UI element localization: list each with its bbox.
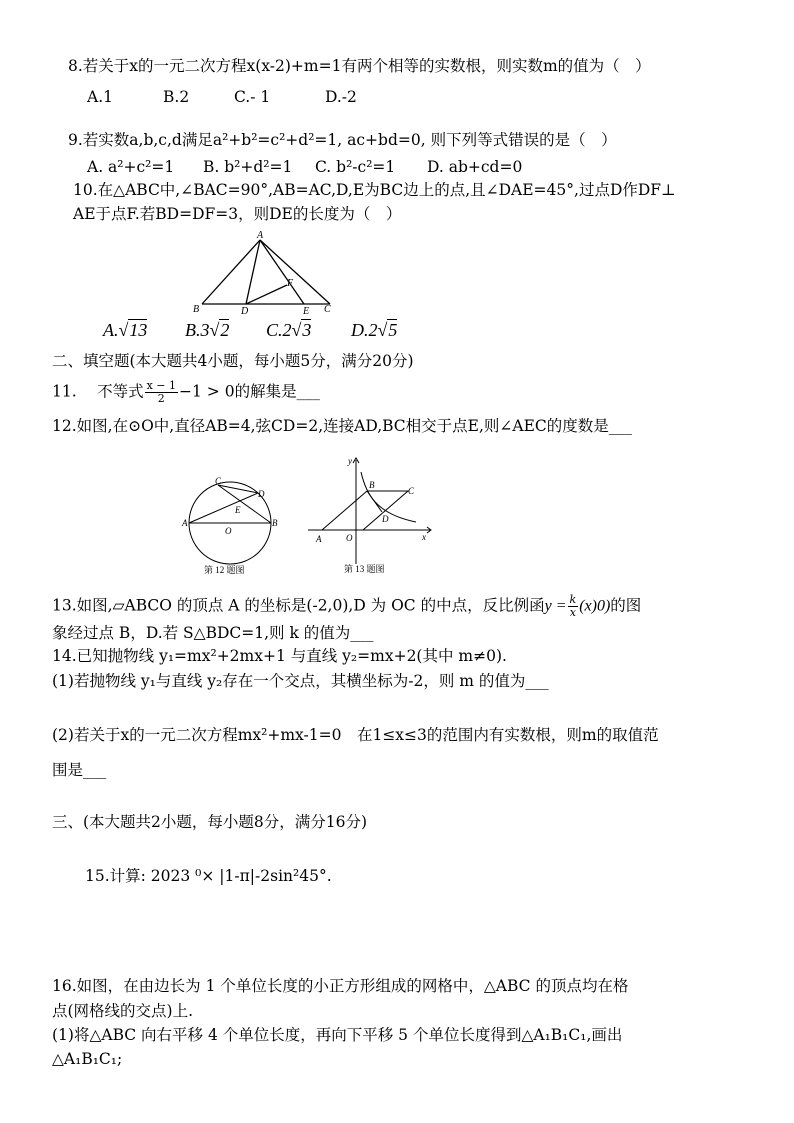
q8-option-c: C.- 1 xyxy=(234,88,271,106)
q8-stem: 8.若关于x的一元二次方程x(x-2)+m=1有两个相等的实数根，则实数m的值为（ ） xyxy=(68,57,651,75)
q9-option-a: A. a²+c²=1 xyxy=(87,158,175,176)
segment-ad xyxy=(189,493,258,523)
label-a: A xyxy=(316,534,322,544)
label-b: B xyxy=(193,304,200,315)
q15-stem: 15.计算: 2023 ⁰× |1-π|-2sin²45°. xyxy=(85,867,332,885)
label-e: E xyxy=(303,306,310,317)
section-3-heading: 三、(本大题共2小题，每小题8分，满分16分) xyxy=(52,813,368,831)
label-x: x xyxy=(422,532,426,542)
q14-part2-line1: (2)若关于x的一元二次方程mx²+mx-1=0 在1≤x≤3的范围内有实数根，则m的取值范 xyxy=(52,726,659,744)
label-d: D xyxy=(258,489,265,499)
label-a: A xyxy=(257,230,264,241)
segment-df xyxy=(246,285,287,304)
q11-stem: 11. 不等式 $\frac{x - 1}{2}$ −1 > 0的解集是___ xyxy=(52,379,320,405)
q10-option-d: D.2√5 xyxy=(351,320,398,340)
q16-line4: △A₁B₁C₁; xyxy=(52,1050,123,1068)
label-e: E xyxy=(235,505,241,515)
label-a: A xyxy=(182,518,188,528)
segment-ab xyxy=(202,240,260,304)
q13-coordinate-figure xyxy=(304,454,434,578)
section-2-heading: 二、填空题(本大题共4小题，每小题5分，满分20分) xyxy=(52,352,414,370)
q16-line2: 点(网格线的交点)上. xyxy=(52,1002,194,1020)
label-c: C xyxy=(215,476,222,486)
q10-line2: AE于点F.若BD=DF=3，则DE的长度为（ ） xyxy=(73,205,402,223)
label-d: D xyxy=(241,306,249,317)
q16-line3: (1)将△ABC 向右平移 4 个单位长度，再向下平移 5 个单位长度得到△A₁B₁C₁,画出 xyxy=(52,1026,623,1044)
q14-part1: (1)若抛物线 y₁与直线 y₂存在一个交点，其横坐标为-2，则 m 的值为___ xyxy=(52,672,549,690)
q14-part2-line2: 围是___ xyxy=(52,761,107,779)
q9-option-c: C. b²-c²=1 xyxy=(315,158,396,176)
q10-triangle-figure xyxy=(190,228,340,318)
q10-option-b: B.3√2 xyxy=(185,320,230,340)
label-o: O xyxy=(225,526,232,536)
segment-ac xyxy=(260,240,330,304)
q13-line1: 13.如图,▱ABCO 的顶点 A 的坐标是(-2,0),D 为 OC 的中点，反比例函y = $\frac{k}{x}$ (x)0)的图 xyxy=(52,593,642,619)
q13-line2: 象经过点 B，D.若 S△BDC=1,则 k 的值为___ xyxy=(52,624,374,642)
label-b: B xyxy=(369,480,375,490)
label-y: y xyxy=(348,456,352,466)
label-c: C xyxy=(408,486,415,496)
q9-option-b: B. b²+d²=1 xyxy=(203,158,293,176)
label-c: C xyxy=(324,304,331,315)
q8-option-d: D.-2 xyxy=(325,88,357,106)
q12-figure-caption: 第 12 题图 xyxy=(204,565,245,575)
q12-circle-figure xyxy=(180,476,290,576)
q12-stem: 12.如图,在⊙O中,直径AB=4,弦CD=2,连接AD,BC相交于点E,则∠AEC的度数是___ xyxy=(52,417,633,435)
parallelogram-abco xyxy=(322,491,408,530)
label-d: D xyxy=(382,514,389,524)
q10-line1: 10.在△ABC中,∠BAC=90°,AB=AC,D,E为BC边上的点,且∠DAE=45°,过点D作DF⊥ xyxy=(73,181,676,199)
segment-ad xyxy=(246,240,260,304)
q10-option-a: A.√13 xyxy=(103,320,148,340)
q9-option-d: D. ab+cd=0 xyxy=(427,158,523,176)
label-b: B xyxy=(272,518,278,528)
q16-line1: 16.如图，在由边长为 1 个单位长度的小正方形组成的网格中，△ABC 的顶点均在格 xyxy=(52,977,629,995)
q9-stem: 9.若实数a,b,c,d满足a²+b²=c²+d²=1, ac+bd=0, 则下列等式错误的是（ ） xyxy=(68,131,617,149)
label-o: O xyxy=(346,533,353,543)
q14-line1: 14.已知抛物线 y₁=mx²+2mx+1 与直线 y₂=mx+2(其中 m≠0). xyxy=(52,647,507,665)
q10-option-c: C.2√3 xyxy=(266,320,312,340)
q13-figure-caption: 第 13 题图 xyxy=(344,564,385,574)
q8-option-a: A.1 xyxy=(87,88,113,106)
q8-option-b: B.2 xyxy=(163,88,190,106)
label-f: F xyxy=(287,278,294,289)
